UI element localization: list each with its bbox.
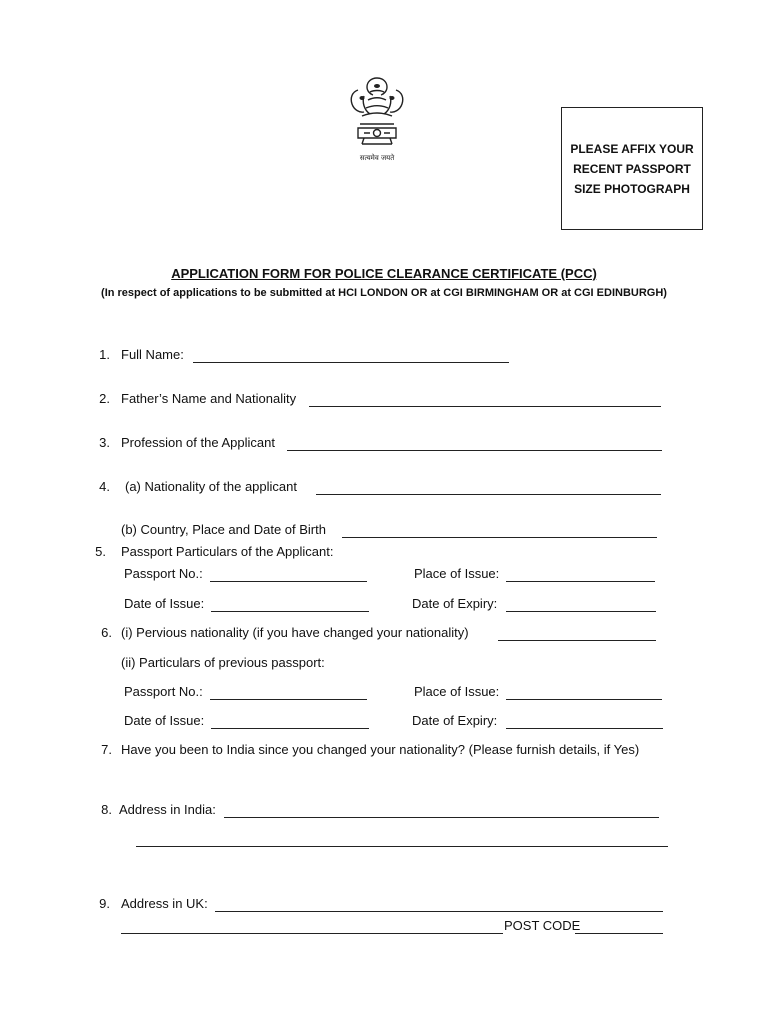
- q1-number: 1.: [99, 347, 110, 362]
- q5-passport-no-label: Passport No.:: [124, 566, 203, 581]
- q2-number: 2.: [99, 391, 110, 406]
- q2-label: Father’s Name and Nationality: [121, 391, 297, 406]
- national-emblem-icon: [344, 70, 410, 166]
- prev-date-of-expiry-field[interactable]: [506, 728, 663, 729]
- full-name-field[interactable]: [193, 362, 509, 363]
- q6-date-of-expiry-label: Date of Expiry:: [412, 713, 498, 728]
- q4b-label: (b) Country, Place and Date of Birth: [121, 522, 326, 537]
- q6i-label: (i) Pervious nationality (if you have changed your nationality): [121, 625, 469, 640]
- address-uk-line-2[interactable]: [121, 933, 503, 934]
- nationality-field[interactable]: [316, 494, 661, 495]
- photo-box-line-1: PLEASE AFFIX YOUR: [570, 141, 694, 156]
- passport-no-field[interactable]: [210, 581, 367, 582]
- address-india-line-2[interactable]: [136, 846, 668, 847]
- form-title: APPLICATION FORM FOR POLICE CLEARANCE CERTIFICATE (PCC): [171, 266, 597, 281]
- q7-number: 7.: [101, 742, 112, 757]
- q5-place-of-issue-label: Place of Issue:: [414, 566, 500, 581]
- q8-number: 8.: [101, 802, 112, 817]
- q6-passport-no-label: Passport No.:: [124, 684, 203, 699]
- q3-number: 3.: [99, 435, 110, 450]
- address-uk-line-1[interactable]: [215, 911, 663, 912]
- profession-field[interactable]: [287, 450, 662, 451]
- address-india-line-1[interactable]: [224, 817, 659, 818]
- q1-label: Full Name:: [121, 347, 184, 362]
- date-of-expiry-field[interactable]: [506, 611, 656, 612]
- previous-nationality-field[interactable]: [498, 640, 656, 641]
- place-of-issue-field[interactable]: [506, 581, 655, 582]
- q6-place-of-issue-label: Place of Issue:: [414, 684, 500, 699]
- q5-date-of-expiry-label: Date of Expiry:: [412, 596, 498, 611]
- fathers-name-field[interactable]: [309, 406, 661, 407]
- q3-label: Profession of the Applicant: [121, 435, 275, 450]
- q7-label: Have you been to India since you changed your nationality? (Please furnish details, if Yes): [121, 742, 640, 757]
- q9-number: 9.: [99, 896, 110, 911]
- date-of-issue-field[interactable]: [211, 611, 369, 612]
- photo-placeholder-box: [561, 107, 703, 230]
- q6ii-label: (ii) Particulars of previous passport:: [121, 655, 325, 670]
- q5-number: 5.: [95, 544, 106, 559]
- prev-place-of-issue-field[interactable]: [506, 699, 662, 700]
- q8-label: Address in India:: [119, 802, 216, 817]
- photo-box-line-3: SIZE PHOTOGRAPH: [574, 181, 690, 196]
- form-subtitle: (In respect of applications to be submitted at HCI LONDON OR at CGI BIRMINGHAM OR at CGI EDINBURGH): [101, 287, 667, 299]
- prev-passport-no-field[interactable]: [210, 699, 367, 700]
- q6-number: 6.: [101, 625, 112, 640]
- emblem-motto: सत्यमेव जयते: [359, 154, 395, 162]
- photo-box-line-2: RECENT PASSPORT: [573, 161, 691, 176]
- q4-number: 4.: [99, 479, 110, 494]
- q4a-label: (a) Nationality of the applicant: [125, 479, 297, 494]
- q5-label: Passport Particulars of the Applicant:: [121, 544, 334, 559]
- q6-date-of-issue-label: Date of Issue:: [124, 713, 205, 728]
- q5-date-of-issue-label: Date of Issue:: [124, 596, 205, 611]
- birth-details-field[interactable]: [342, 537, 657, 538]
- prev-date-of-issue-field[interactable]: [211, 728, 369, 729]
- q9-label: Address in UK:: [121, 896, 208, 911]
- post-code-label: POST CODE: [504, 918, 581, 933]
- post-code-field[interactable]: [575, 933, 663, 934]
